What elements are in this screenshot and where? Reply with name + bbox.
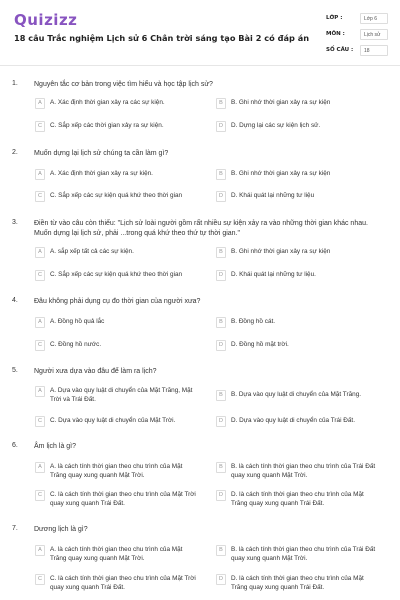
meta-subject-label: MÔN : — [326, 31, 345, 37]
option-text: D. Dựng lại các sự kiện lịch sử. — [231, 122, 321, 129]
question-text: Đâu không phải dụng cụ đo thời gian của người xưa? — [34, 298, 201, 305]
option-text: A. là cách tính thời gian theo chu trình của Mặt Trăng quay xung quanh Mặt Trời. — [50, 546, 183, 562]
option-letter-box: B — [216, 98, 226, 109]
option-text: A. Dựa vào quy luật di chuyển của Mặt Trăng, Mặt Trời và Trái Đất. — [50, 387, 193, 403]
option-letter-box: C — [35, 574, 45, 585]
option-letter-box: A — [35, 98, 45, 109]
option-text: B. Ghi nhớ thời gian xảy ra sự kiện — [231, 170, 331, 177]
option-letter-box: A — [35, 169, 45, 180]
question-number: 1. — [12, 80, 18, 87]
option-letter-box: C — [35, 270, 45, 281]
option-text: C. Sắp xếp các sự kiện quá khứ theo thời gian — [50, 271, 183, 278]
question-number: 3. — [12, 219, 18, 226]
option-text: B. Đồng hồ cát. — [231, 318, 276, 325]
option-text: C. Đồng hồ nước. — [50, 341, 102, 348]
meta-count — [326, 45, 388, 57]
option-letter-box: C — [35, 416, 45, 427]
option-text: B. là cách tính thời gian theo chu trình của Trái Đất quay xung quanh Mặt Trời. — [231, 463, 376, 479]
question-text: Muốn dựng lại lịch sử chúng ta cần làm gì? — [34, 150, 169, 157]
question-text: Người xưa dựa vào đâu để làm ra lịch? — [34, 368, 157, 375]
option-letter-box: C — [35, 121, 45, 132]
option-text: D. Khái quát lại những tư liệu. — [231, 271, 316, 278]
option-text: C. Sắp xếp các thời gian xảy ra sự kiện. — [50, 122, 164, 129]
question-number: 4. — [12, 297, 18, 304]
meta-count-label: SỐ CÂU : — [326, 47, 354, 53]
option-letter-box: D — [216, 490, 226, 501]
option-text: D. là cách tính thời gian theo chu trình của Mặt Trăng quay xung quanh Trái Đất. — [231, 491, 364, 507]
option-letter-box: A — [35, 386, 45, 397]
option-text: A. Xác định thời gian xảy ra các sự kiện. — [50, 99, 165, 106]
question-number: 2. — [12, 149, 18, 156]
meta-count-value: 18 — [360, 45, 388, 56]
option-letter-box: B — [216, 169, 226, 180]
option-text: B. là cách tính thời gian theo chu trình của Trái Đất quay xung quanh Mặt Trời. — [231, 546, 376, 562]
option-letter-box: A — [35, 462, 45, 473]
option-text: D. là cách tính thời gian theo chu trình của Mặt Trăng quay xung quanh Trái Đất. — [231, 575, 364, 591]
option-text: D. Đồng hồ mặt trời. — [231, 341, 289, 348]
meta-subject-value: Lịch sử — [360, 29, 388, 40]
question-number: 7. — [12, 525, 18, 532]
option-text: B. Ghi nhớ thời gian xảy ra sự kiện — [231, 99, 331, 106]
option-text: B. Ghi nhớ thời gian xảy ra sự kiện — [231, 248, 331, 255]
option-text: A. Xác định thời gian xảy ra sự kiện. — [50, 170, 153, 177]
option-letter-box: D — [216, 574, 226, 585]
option-letter-box: C — [35, 340, 45, 351]
option-letter-box: C — [35, 191, 45, 202]
option-letter-box: D — [216, 191, 226, 202]
option-letter-box: B — [216, 317, 226, 328]
option-text: C. là cách tính thời gian theo chu trình của Mặt Trời quay xung quanh Trái Đất. — [50, 575, 196, 591]
option-text: D. Khái quát lại những tư liệu — [231, 192, 315, 199]
option-letter-box: D — [216, 416, 226, 427]
option-letter-box: D — [216, 121, 226, 132]
option-letter-box: C — [35, 490, 45, 501]
question-text: Dương lịch là gì? — [34, 526, 88, 533]
meta-subject — [326, 29, 388, 41]
meta-grade-value: Lớp 6 — [360, 13, 388, 24]
meta-grade-label: LỚP : — [326, 15, 343, 21]
option-letter-box: D — [216, 340, 226, 351]
option-letter-box: A — [35, 247, 45, 258]
option-text: C. Dựa vào quy luật di chuyển của Mặt Trời. — [50, 417, 176, 424]
option-text: C. là cách tính thời gian theo chu trình của Mặt Trời quay xung quanh Trái Đất. — [50, 491, 196, 507]
question-text: Âm lịch là gì? — [34, 443, 77, 450]
option-text: A. Đồng hồ quả lắc — [50, 318, 105, 325]
option-letter-box: A — [35, 545, 45, 556]
question-text: Nguyên tắc cơ bản trong việc tìm hiểu và học tập lịch sử? — [34, 81, 213, 88]
option-letter-box: A — [35, 317, 45, 328]
document-header — [0, 0, 400, 66]
document-title: 18 câu Trắc nghiệm Lịch sử 6 Chân trời sáng tạo Bài 2 có đáp án — [14, 33, 310, 43]
option-text: C. Sắp xếp các sự kiện quá khứ theo thời gian — [50, 192, 183, 199]
option-text: D. Dựa vào quy luật di chuyển của Trái Đất. — [231, 417, 355, 424]
option-letter-box: B — [216, 247, 226, 258]
question-number: 5. — [12, 367, 18, 374]
option-letter-box: B — [216, 462, 226, 473]
option-text: B. Dựa vào quy luật di chuyển của Mặt Trăng. — [231, 391, 362, 398]
quizizz-logo[interactable]: Quizizz — [14, 11, 78, 29]
option-text: A. sắp xếp tất cả các sự kiện. — [50, 248, 134, 255]
option-letter-box: D — [216, 270, 226, 281]
question-number: 6. — [12, 442, 18, 449]
option-letter-box: B — [216, 545, 226, 556]
option-text: A. là cách tính thời gian theo chu trình của Mặt Trăng quay xung quanh Mặt Trời. — [50, 463, 183, 479]
meta-grade — [326, 13, 388, 25]
option-letter-box: B — [216, 390, 226, 401]
question-text: Điền từ vào câu còn thiếu: "Lịch sử loài người gồm rất nhiều sự kiện xảy ra vào những thời gian khác nhau. Muốn dựng lại lịch sử, phải ...trong quá khứ theo thứ tự thời gian." — [34, 220, 368, 237]
